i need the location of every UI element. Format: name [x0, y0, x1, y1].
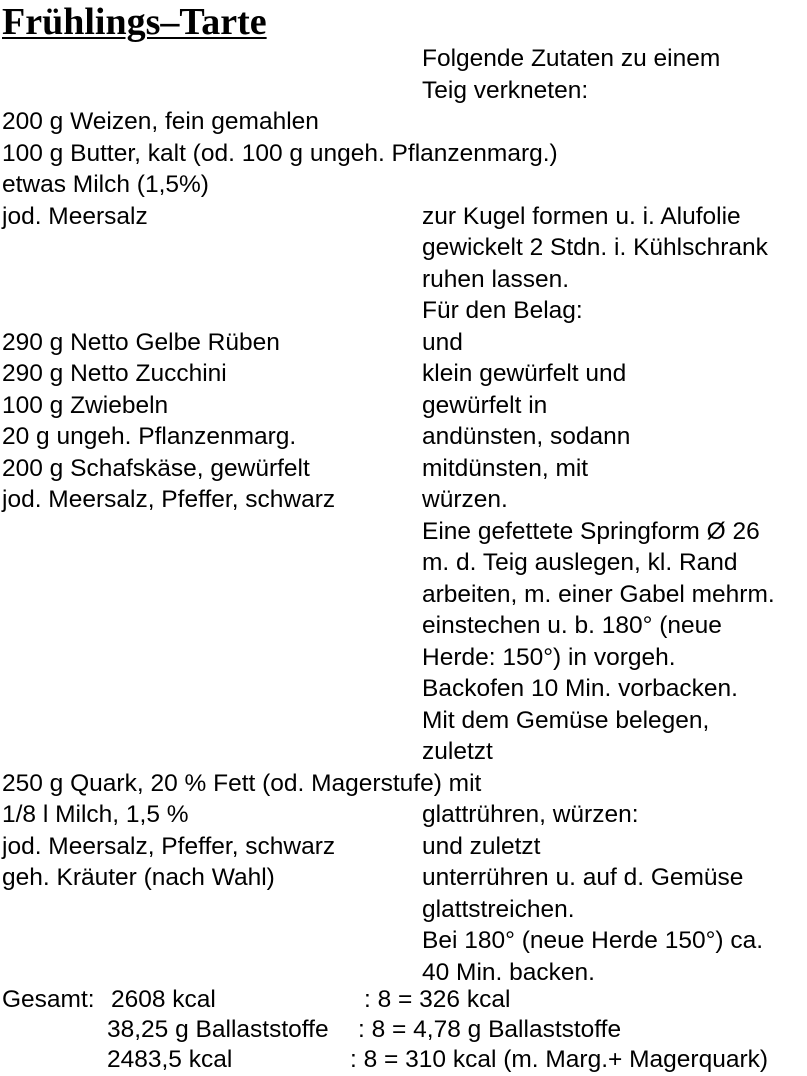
ingredient-text: 200 g Schafskäse, gewürfelt	[2, 454, 310, 482]
ingredient-text: 100 g Zwiebeln	[2, 391, 169, 419]
totals-value: 38,25 g Ballaststoffe	[107, 1016, 329, 1043]
totals-value: 2483,5 kcal	[107, 1046, 233, 1073]
ingredient-text: 100 g Butter, kalt (od. 100 g ungeh. Pflanzenmarg.)	[2, 139, 558, 167]
totals-result: : 8 = 310 kcal (m. Marg.+ Magerquark)	[350, 1046, 769, 1073]
recipe-line	[0, 358, 807, 389]
ingredient-text: 20 g ungeh. Pflanzenmarg.	[2, 423, 297, 450]
totals-row	[0, 984, 807, 1015]
recipe-line	[0, 75, 807, 106]
recipe-line	[0, 453, 807, 484]
recipe-line	[0, 862, 807, 893]
instruction-text: mitdünsten, mit	[422, 454, 589, 482]
totals-result: : 8 = 326 kcal	[364, 986, 511, 1013]
instruction-text: Bei 180° (neue Herde 150°) ca.	[422, 927, 764, 954]
recipe-line	[0, 390, 807, 421]
recipe-line	[0, 579, 807, 610]
totals-row	[0, 1014, 807, 1045]
instruction-text: Teig verkneten:	[422, 76, 589, 104]
recipe-title: Frühlings–Tarte	[2, 1, 267, 43]
recipe-line	[0, 705, 807, 736]
instruction-text: gewürfelt in	[422, 391, 548, 419]
instruction-text: Backofen 10 Min. vorbacken.	[422, 675, 738, 702]
ingredient-text: 250 g Quark, 20 % Fett (od. Magerstufe) mit	[2, 769, 482, 797]
instruction-text: gewickelt 2 Stdn. i. Kühlschrank	[422, 234, 768, 261]
ingredient-text: jod. Meersalz, Pfeffer, schwarz	[2, 832, 336, 860]
ingredient-text: geh. Kräuter (nach Wahl)	[2, 864, 275, 891]
totals-label: Gesamt:	[2, 986, 95, 1013]
recipe-line	[0, 138, 807, 169]
instruction-text: 40 Min. backen.	[422, 958, 595, 986]
recipe-line	[0, 547, 807, 578]
ingredient-text: 290 g Netto Gelbe Rüben	[2, 328, 280, 356]
ingredient-text: jod. Meersalz	[2, 202, 148, 230]
instruction-text: Eine gefettete Springform Ø 26	[422, 517, 760, 545]
instruction-text: ruhen lassen.	[422, 265, 570, 293]
instruction-text: würzen.	[422, 486, 508, 513]
instruction-text: glattstreichen.	[422, 895, 575, 923]
instruction-text: Mit dem Gemüse belegen,	[422, 706, 710, 734]
instruction-text: glattrühren, würzen:	[422, 801, 639, 828]
instruction-text: Folgende Zutaten zu einem	[422, 45, 721, 72]
instruction-text: unterrühren u. auf d. Gemüse	[422, 864, 744, 891]
recipe-line	[0, 169, 807, 200]
totals-result: : 8 = 4,78 g Ballaststoffe	[358, 1016, 622, 1043]
recipe-line	[0, 421, 807, 452]
ingredient-text: 1/8 l Milch, 1,5 %	[2, 801, 189, 828]
instruction-text: und zuletzt	[422, 832, 541, 860]
instruction-text: und	[422, 328, 463, 356]
recipe-line	[0, 894, 807, 925]
instruction-text: m. d. Teig auslegen, kl. Rand	[422, 549, 738, 576]
recipe-line	[0, 327, 807, 358]
recipe-line	[0, 831, 807, 862]
recipe-line	[0, 642, 807, 673]
recipe-line	[0, 736, 807, 767]
ingredient-text: 200 g Weizen, fein gemahlen	[2, 108, 319, 135]
instruction-text: zur Kugel formen u. i. Alufolie	[422, 202, 741, 230]
recipe-line	[0, 516, 807, 547]
totals-value: 2608 kcal	[111, 986, 216, 1013]
recipe-line	[0, 925, 807, 956]
recipe-line	[0, 201, 807, 232]
instruction-text: Für den Belag:	[422, 297, 583, 324]
ingredient-text: etwas Milch (1,5%)	[2, 171, 209, 198]
recipe-line	[0, 799, 807, 830]
recipe-line	[0, 673, 807, 704]
ingredient-text: 290 g Netto Zucchini	[2, 360, 227, 387]
recipe-line	[0, 610, 807, 641]
instruction-text: zuletzt	[422, 738, 493, 765]
instruction-text: Herde: 150°) in vorgeh.	[422, 643, 676, 671]
recipe-line	[0, 295, 807, 326]
recipe-line	[0, 264, 807, 295]
recipe-line	[0, 43, 807, 74]
recipe-line	[0, 484, 807, 515]
instruction-text: einstechen u. b. 180° (neue	[422, 612, 722, 639]
instruction-text: andünsten, sodann	[422, 423, 631, 450]
ingredient-text: jod. Meersalz, Pfeffer, schwarz	[2, 486, 336, 513]
recipe-line	[0, 106, 807, 137]
recipe-line	[0, 232, 807, 263]
recipe-line	[0, 768, 807, 799]
totals-row	[0, 1044, 807, 1075]
instruction-text: klein gewürfelt und	[422, 360, 627, 387]
recipe-line	[0, 957, 807, 988]
instruction-text: arbeiten, m. einer Gabel mehrm.	[422, 580, 775, 608]
